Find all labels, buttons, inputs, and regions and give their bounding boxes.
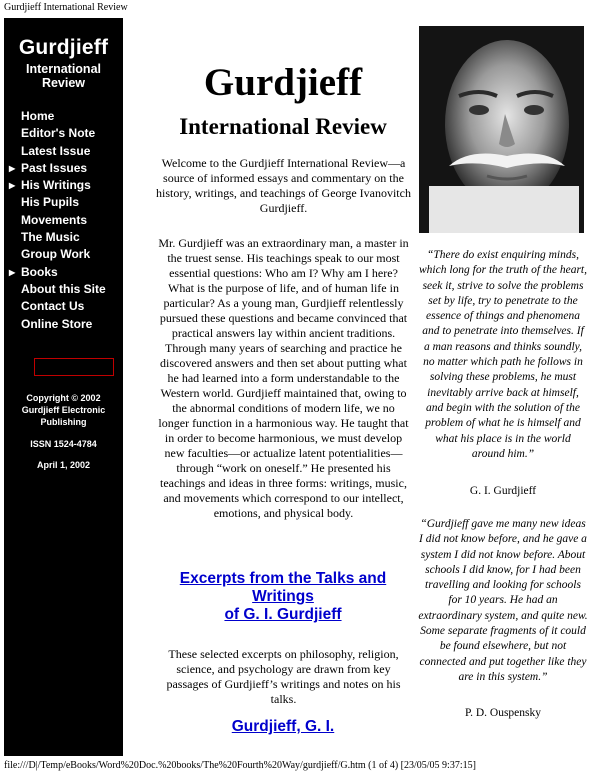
excerpts-link[interactable] bbox=[148, 570, 418, 624]
page-title: Gurdjieff bbox=[203, 61, 363, 104]
search-box[interactable] bbox=[34, 358, 114, 376]
copyright-line: Copyright © 2002 bbox=[26, 393, 101, 403]
sidebar-item-label: Latest Issue bbox=[21, 143, 91, 158]
sidebar-logo-title[interactable]: Gurdjieff bbox=[18, 36, 109, 59]
author-link[interactable]: Gurdjieff, G. I. bbox=[231, 718, 335, 735]
sidebar-item-online-store[interactable] bbox=[4, 316, 123, 333]
sidebar-item-books[interactable] bbox=[4, 264, 123, 281]
sidebar-item-group-work[interactable] bbox=[4, 246, 123, 263]
sidebar-item-about-this-site[interactable] bbox=[4, 281, 123, 298]
excerpts-link-line-1: Excerpts from the Talks and bbox=[179, 570, 387, 587]
sidebar-item-editor-s-note[interactable] bbox=[4, 125, 123, 142]
sidebar-item-the-music[interactable] bbox=[4, 229, 123, 246]
sidebar-item-label: About this Site bbox=[21, 281, 106, 296]
sidebar-item-label: His Pupils bbox=[21, 195, 80, 210]
sidebar-item-label: Past Issues bbox=[21, 160, 88, 175]
issue-date: April 1, 2002 bbox=[36, 460, 91, 470]
sidebar-item-his-pupils[interactable] bbox=[4, 194, 123, 211]
sidebar-nav bbox=[4, 108, 123, 333]
sidebar-item-label: Group Work bbox=[21, 247, 91, 262]
sidebar-item-label: His Writings bbox=[21, 178, 91, 193]
sidebar-logo-subtitle-1: International bbox=[25, 62, 101, 76]
triangle-right-icon: ▶ bbox=[9, 181, 16, 191]
sidebar-item-label: Editor's Note bbox=[21, 126, 96, 141]
gurdjieff-portrait bbox=[419, 26, 584, 233]
sidebar-logo-subtitle-2: Review bbox=[41, 76, 86, 90]
sidebar-item-movements[interactable] bbox=[4, 212, 123, 229]
triangle-right-icon: ▶ bbox=[9, 163, 16, 173]
gurdjieff-quote-author: G. I. Gurdjieff bbox=[469, 485, 537, 497]
sidebar bbox=[4, 18, 123, 756]
excerpts-link-line-2: Writings bbox=[252, 588, 314, 605]
browser-print-header: Gurdjieff International Review bbox=[4, 2, 128, 13]
sidebar-item-home[interactable] bbox=[4, 108, 123, 125]
intro-paragraph: Mr. Gurdjieff was an extraordinary man, a master in the truest sense. His teachings speak to our most essential questions: Who am I? Why am I here? What is the purpose of life, and of human life in particular? As a young man, Gurdjieff relentlessly pursued these questions and became convinced that practical answers lay within ancient traditions. Through many years of searching and practice he discovered answers and then set about putting what he had learned into a form understandable to the Western world. Gurdjieff maintained that, owing to the abnormal conditions of modern life, we no longer function in a harmonious way. He taught that in order to become harmonious, we must develop new faculties—or actualize latent potentialities—through “work on oneself.” He presented his teachings and ideas in three forms: writings, music, and movements which correspond to our intellect, emotions, and physical body. bbox=[158, 236, 409, 520]
browser-print-footer: file:///D|/Temp/eBooks/Word%20Doc.%20books/The%20Fourth%20Way/gurdjieff/G.htm (1 of 4) [23/05/05 9:37:15] bbox=[4, 760, 476, 771]
sidebar-item-past-issues[interactable] bbox=[4, 160, 123, 177]
ouspensky-quote-author: P. D. Ouspensky bbox=[464, 707, 542, 719]
gurdjieff-quote: “There do exist enquiring minds, which long for the truth of the heart, seek it, strive to solve the problems set by life, try to penetrate to the essence of things and phenomena and to penetrate into themselves. If a man reasons and thinks soundly, no matter which path he follows in solving these problems, he must inevitably arrive back at himself, and begin with the solution of the problem of what he is himself and what his place is in the world around him.” bbox=[418, 249, 588, 460]
publisher-line: Gurdjieff Electronic bbox=[21, 405, 106, 415]
sidebar-item-his-writings[interactable] bbox=[4, 177, 123, 194]
triangle-right-icon: ▶ bbox=[9, 267, 16, 277]
publisher-line-2: Publishing bbox=[40, 417, 87, 427]
sidebar-item-label: Books bbox=[21, 264, 58, 279]
page-subtitle: International Review bbox=[179, 114, 387, 139]
sidebar-item-label: Movements bbox=[21, 212, 88, 227]
sidebar-item-latest-issue[interactable] bbox=[4, 143, 123, 160]
ouspensky-quote: “Gurdjieff gave me many new ideas I did not know before, and he gave a system I did not know before. About schools I did know, for I had been travelling and looking for schools for 10 years. He had an extraordinary system, and quite new. Some separate fragments of it could be found elsewhere, but not connected and put together like they are in this system.” bbox=[418, 518, 588, 683]
sidebar-item-label: Contact Us bbox=[21, 299, 85, 314]
sidebar-item-label: The Music bbox=[21, 230, 80, 245]
excerpts-link-line-3: of G. I. Gurdjieff bbox=[224, 606, 342, 623]
issn-label: ISSN 1524-4784 bbox=[30, 439, 97, 449]
sidebar-item-label: Online Store bbox=[21, 316, 93, 331]
sidebar-item-label: Home bbox=[21, 109, 55, 123]
welcome-paragraph: Welcome to the Gurdjieff International Review—a source of informed essays and commentary on the history, writings, and teachings of George Ivanovitch Gurdjieff. bbox=[156, 156, 411, 215]
sidebar-item-contact-us[interactable] bbox=[4, 298, 123, 315]
excerpts-description: These selected excerpts on philosophy, religion, science, and psychology are drawn from key passages of Gurdjieff’s writings and notes on his talks. bbox=[166, 647, 401, 706]
